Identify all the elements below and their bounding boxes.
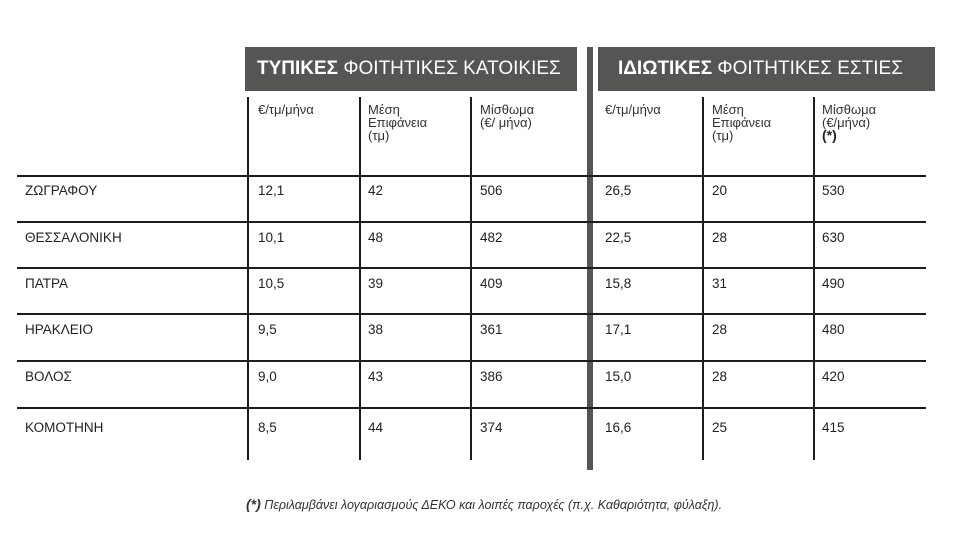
- table-cell: 415: [822, 420, 845, 435]
- row-rule: [17, 267, 926, 269]
- row-city-label: ΠΑΤΡΑ: [25, 276, 69, 291]
- table-cell: 20: [712, 183, 728, 198]
- row-city-label: ΚΟΜΟΤΗΝΗ: [25, 420, 104, 435]
- row-city-label: ΘΕΣΣΑΛΟΝΙΚΗ: [25, 230, 122, 245]
- column-header-line: (τμ): [368, 128, 390, 143]
- table-cell: 28: [712, 322, 728, 337]
- table-cell: 409: [480, 276, 503, 291]
- footnote: [246, 496, 722, 512]
- table-cell: 506: [480, 183, 503, 198]
- column-rule: [813, 97, 815, 460]
- table-cell: 16,6: [605, 420, 632, 435]
- table-cell: 361: [480, 322, 503, 337]
- row-rule: [17, 175, 926, 177]
- column-rule: [702, 97, 704, 460]
- table-cell: 28: [712, 369, 728, 384]
- header-right-bold: ΙΔΙΩΤΙΚΕΣ: [618, 58, 713, 79]
- table-cell: 44: [368, 420, 384, 435]
- row-rule: [17, 221, 926, 223]
- row-city-label: ΒΟΛΟΣ: [25, 369, 72, 384]
- footnote-text: Περιλαμβάνει λογαριασμούς ΔΕΚΟ και λοιπές παροχές (π.χ. Καθαριότητα, φύλαξη).: [264, 498, 723, 512]
- table-cell: 15,8: [605, 276, 632, 291]
- column-header-line: (€/ μήνα): [480, 115, 532, 130]
- column-rule: [359, 97, 361, 460]
- table-cell: 31: [712, 276, 728, 291]
- table-cell: 482: [480, 230, 503, 245]
- column-header-line: (τμ): [712, 128, 734, 143]
- column-header: [368, 103, 427, 142]
- column-header-line: €/τμ/μήνα: [605, 102, 661, 117]
- table-cell: 43: [368, 369, 384, 384]
- column-rule: [247, 97, 249, 460]
- column-header-line: Μέση: [712, 102, 744, 117]
- column-header-mark: (*): [822, 127, 837, 143]
- header-left-rest: ΦΟΙΤΗΤΙΚΕΣ ΚΑΤΟΙΚΙΕΣ: [343, 58, 561, 79]
- table-cell: 420: [822, 369, 845, 384]
- table-cell: 17,1: [605, 322, 632, 337]
- column-header-line: Επιφάνεια: [368, 115, 428, 130]
- column-header-line: Επιφάνεια: [712, 115, 772, 130]
- table-cell: 28: [712, 230, 728, 245]
- column-header-line: Μέση: [368, 102, 400, 117]
- row-rule: [17, 313, 926, 315]
- footnote-mark: (*): [246, 496, 261, 512]
- table-cell: 630: [822, 230, 845, 245]
- table-cell: 374: [480, 420, 503, 435]
- table-cell: 8,5: [258, 420, 277, 435]
- table-cell: 39: [368, 276, 384, 291]
- row-city-label: ΖΩΓΡΑΦΟΥ: [25, 183, 98, 198]
- table-cell: 10,1: [258, 230, 285, 245]
- table-cell: 38: [368, 322, 384, 337]
- table-cell: 10,5: [258, 276, 285, 291]
- table-cell: 22,5: [605, 230, 632, 245]
- table-cell: 9,5: [258, 322, 277, 337]
- header-typical-residences: [245, 47, 577, 91]
- table-cell: 530: [822, 183, 845, 198]
- table-cell: 26,5: [605, 183, 632, 198]
- header-private-residences: [598, 47, 935, 91]
- table-cell: 48: [368, 230, 384, 245]
- table-cell: 490: [822, 276, 845, 291]
- column-header-line: Μίσθωμα: [480, 102, 535, 117]
- table-cell: 386: [480, 369, 503, 384]
- column-header-line: (€/μήνα): [822, 115, 871, 130]
- header-left-bold: ΤΥΠΙΚΕΣ: [257, 58, 339, 79]
- column-header: [480, 103, 534, 129]
- column-header: [258, 103, 314, 116]
- table-cell: 42: [368, 183, 384, 198]
- table-cell: 12,1: [258, 183, 285, 198]
- row-rule: [17, 360, 926, 362]
- column-header-line: €/τμ/μήνα: [258, 102, 314, 117]
- row-rule: [17, 407, 926, 409]
- column-header: [712, 103, 771, 142]
- table-cell: 480: [822, 322, 845, 337]
- table-cell: 9,0: [258, 369, 277, 384]
- column-header: [605, 103, 661, 116]
- row-city-label: ΗΡΑΚΛΕΙΟ: [25, 322, 94, 337]
- table-cell: 15,0: [605, 369, 632, 384]
- column-header-line: Μίσθωμα: [822, 102, 877, 117]
- header-right-rest: ΦΟΙΤΗΤΙΚΕΣ ΕΣΤΙΕΣ: [717, 58, 903, 79]
- table-cell: 25: [712, 420, 728, 435]
- column-rule: [470, 97, 472, 460]
- column-header: [822, 103, 876, 142]
